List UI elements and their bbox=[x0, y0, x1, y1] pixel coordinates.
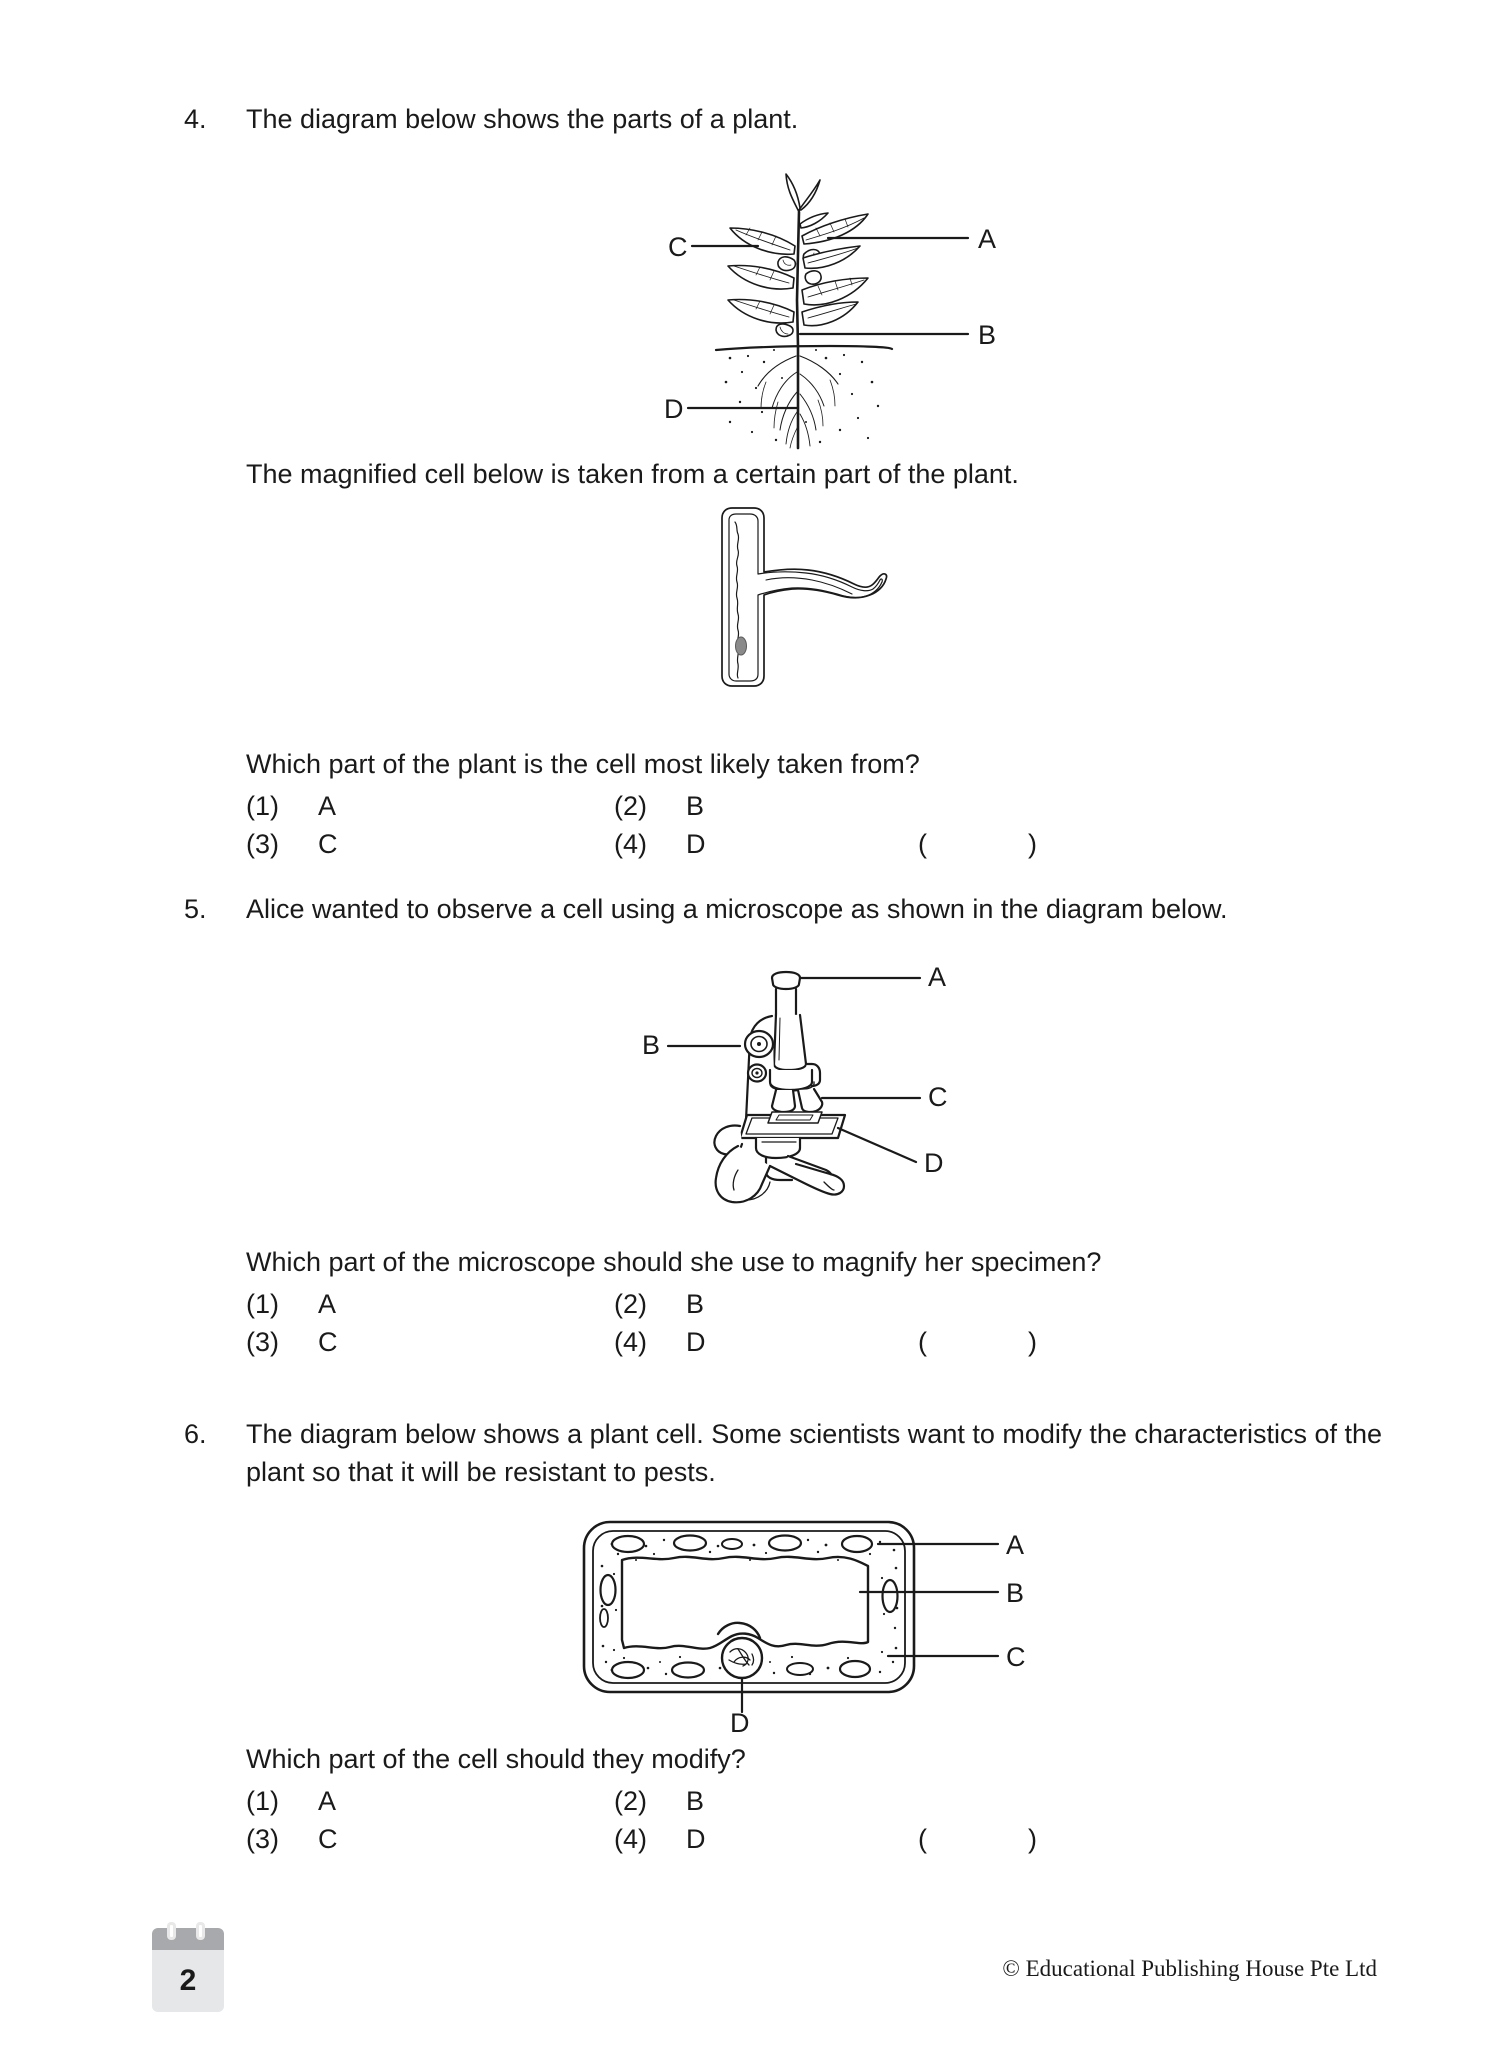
plant-parts-figure bbox=[630, 150, 1050, 450]
option-row bbox=[246, 1820, 1346, 1858]
option-4-text: D bbox=[686, 829, 706, 859]
question-4-sub-stem: The magnified cell below is taken from a certain part of the plant. bbox=[246, 459, 1019, 489]
question-5-stem: Alice wanted to observe a cell using a microscope as shown in the diagram below. bbox=[246, 894, 1228, 924]
option-2-text: B bbox=[686, 1289, 705, 1319]
question-4-number: 4. bbox=[184, 104, 207, 134]
calendar-ring-left-icon bbox=[167, 1922, 176, 1940]
option-3-marker: (3) bbox=[246, 829, 279, 859]
answer-box-open: ( bbox=[918, 1327, 927, 1357]
answer-box-close: ) bbox=[1028, 829, 1037, 859]
question-4-options bbox=[246, 787, 1346, 863]
answer-box-open: ( bbox=[918, 829, 927, 859]
plant-label-d: D bbox=[664, 394, 684, 424]
cell-label-c: C bbox=[1006, 1642, 1026, 1672]
question-5-number: 5. bbox=[184, 894, 207, 924]
option-row bbox=[246, 825, 1346, 863]
option-row bbox=[246, 1782, 1346, 1820]
option-3-marker: (3) bbox=[246, 1824, 279, 1854]
option-3-marker: (3) bbox=[246, 1327, 279, 1357]
option-3[interactable] bbox=[246, 1820, 338, 1858]
option-row bbox=[246, 787, 1346, 825]
option-1-marker: (1) bbox=[246, 791, 279, 821]
option-row bbox=[246, 1285, 1346, 1323]
option-1-text: A bbox=[318, 1786, 337, 1816]
option-2-text: B bbox=[686, 791, 705, 821]
option-2[interactable] bbox=[614, 1285, 704, 1323]
plant-label-c: C bbox=[668, 232, 688, 262]
option-4-marker: (4) bbox=[614, 1824, 647, 1854]
copyright-notice: © Educational Publishing House Pte Ltd bbox=[1002, 1956, 1377, 1981]
root-hair-cell-figure bbox=[680, 500, 910, 700]
option-1[interactable] bbox=[246, 1285, 336, 1323]
option-row bbox=[246, 1323, 1346, 1361]
question-4-stem: The diagram below shows the parts of a plant. bbox=[246, 104, 799, 134]
option-4-text: D bbox=[686, 1824, 706, 1854]
question-5-prompt: Which part of the microscope should she use to magnify her specimen? bbox=[246, 1247, 1102, 1277]
option-2-marker: (2) bbox=[614, 1786, 647, 1816]
option-3-text: C bbox=[318, 1327, 338, 1357]
option-1-text: A bbox=[318, 1289, 337, 1319]
option-4-marker: (4) bbox=[614, 1327, 647, 1357]
plant-label-a: A bbox=[978, 224, 997, 254]
microscope-figure bbox=[620, 960, 980, 1210]
option-4-text: D bbox=[686, 1327, 706, 1357]
answer-box-close: ) bbox=[1028, 1824, 1037, 1854]
option-3[interactable] bbox=[246, 825, 338, 863]
question-4-prompt-block bbox=[246, 745, 1366, 863]
microscope-label-a: A bbox=[928, 962, 947, 992]
option-3[interactable] bbox=[246, 1323, 338, 1361]
option-4-marker: (4) bbox=[614, 829, 647, 859]
option-2[interactable] bbox=[614, 787, 704, 825]
option-3-text: C bbox=[318, 1824, 338, 1854]
microscope-label-c: C bbox=[928, 1082, 948, 1112]
option-1-text: A bbox=[318, 791, 337, 821]
option-1-marker: (1) bbox=[246, 1786, 279, 1816]
calendar-icon-top bbox=[152, 1928, 224, 1950]
question-6-options bbox=[246, 1782, 1346, 1858]
option-4[interactable] bbox=[614, 1820, 706, 1858]
option-1[interactable] bbox=[246, 1782, 336, 1820]
question-6-stem: The diagram below shows a plant cell. Some scientists want to modify the characteristics of the plant so that it will be resistant to pests. bbox=[246, 1419, 1383, 1487]
cell-label-b: B bbox=[1006, 1578, 1025, 1608]
question-5-options bbox=[246, 1285, 1346, 1361]
question-5-prompt-block bbox=[246, 1243, 1366, 1361]
microscope-label-b: B bbox=[642, 1030, 661, 1060]
question-6-prompt: Which part of the cell should they modify? bbox=[246, 1744, 746, 1774]
calendar-ring-right-icon bbox=[196, 1922, 205, 1940]
option-1-marker: (1) bbox=[246, 1289, 279, 1319]
cell-label-d: D bbox=[730, 1708, 750, 1738]
question-6-prompt-block bbox=[246, 1740, 1366, 1858]
answer-box-open: ( bbox=[918, 1824, 927, 1854]
page-number-badge bbox=[152, 1928, 224, 2016]
option-3-text: C bbox=[318, 829, 338, 859]
plant-label-b: B bbox=[978, 320, 997, 350]
option-4[interactable] bbox=[614, 825, 706, 863]
option-4[interactable] bbox=[614, 1323, 706, 1361]
option-2-marker: (2) bbox=[614, 1289, 647, 1319]
plant-cell-figure bbox=[560, 1510, 1060, 1740]
page-number: 2 bbox=[152, 1950, 224, 2012]
microscope-label-d: D bbox=[924, 1148, 944, 1178]
question-6-number: 6. bbox=[184, 1419, 207, 1449]
answer-box-close: ) bbox=[1028, 1327, 1037, 1357]
option-2[interactable] bbox=[614, 1782, 704, 1820]
cell-label-a: A bbox=[1006, 1530, 1025, 1560]
option-2-text: B bbox=[686, 1786, 705, 1816]
option-1[interactable] bbox=[246, 787, 336, 825]
option-2-marker: (2) bbox=[614, 791, 647, 821]
question-4-prompt: Which part of the plant is the cell most likely taken from? bbox=[246, 749, 920, 779]
